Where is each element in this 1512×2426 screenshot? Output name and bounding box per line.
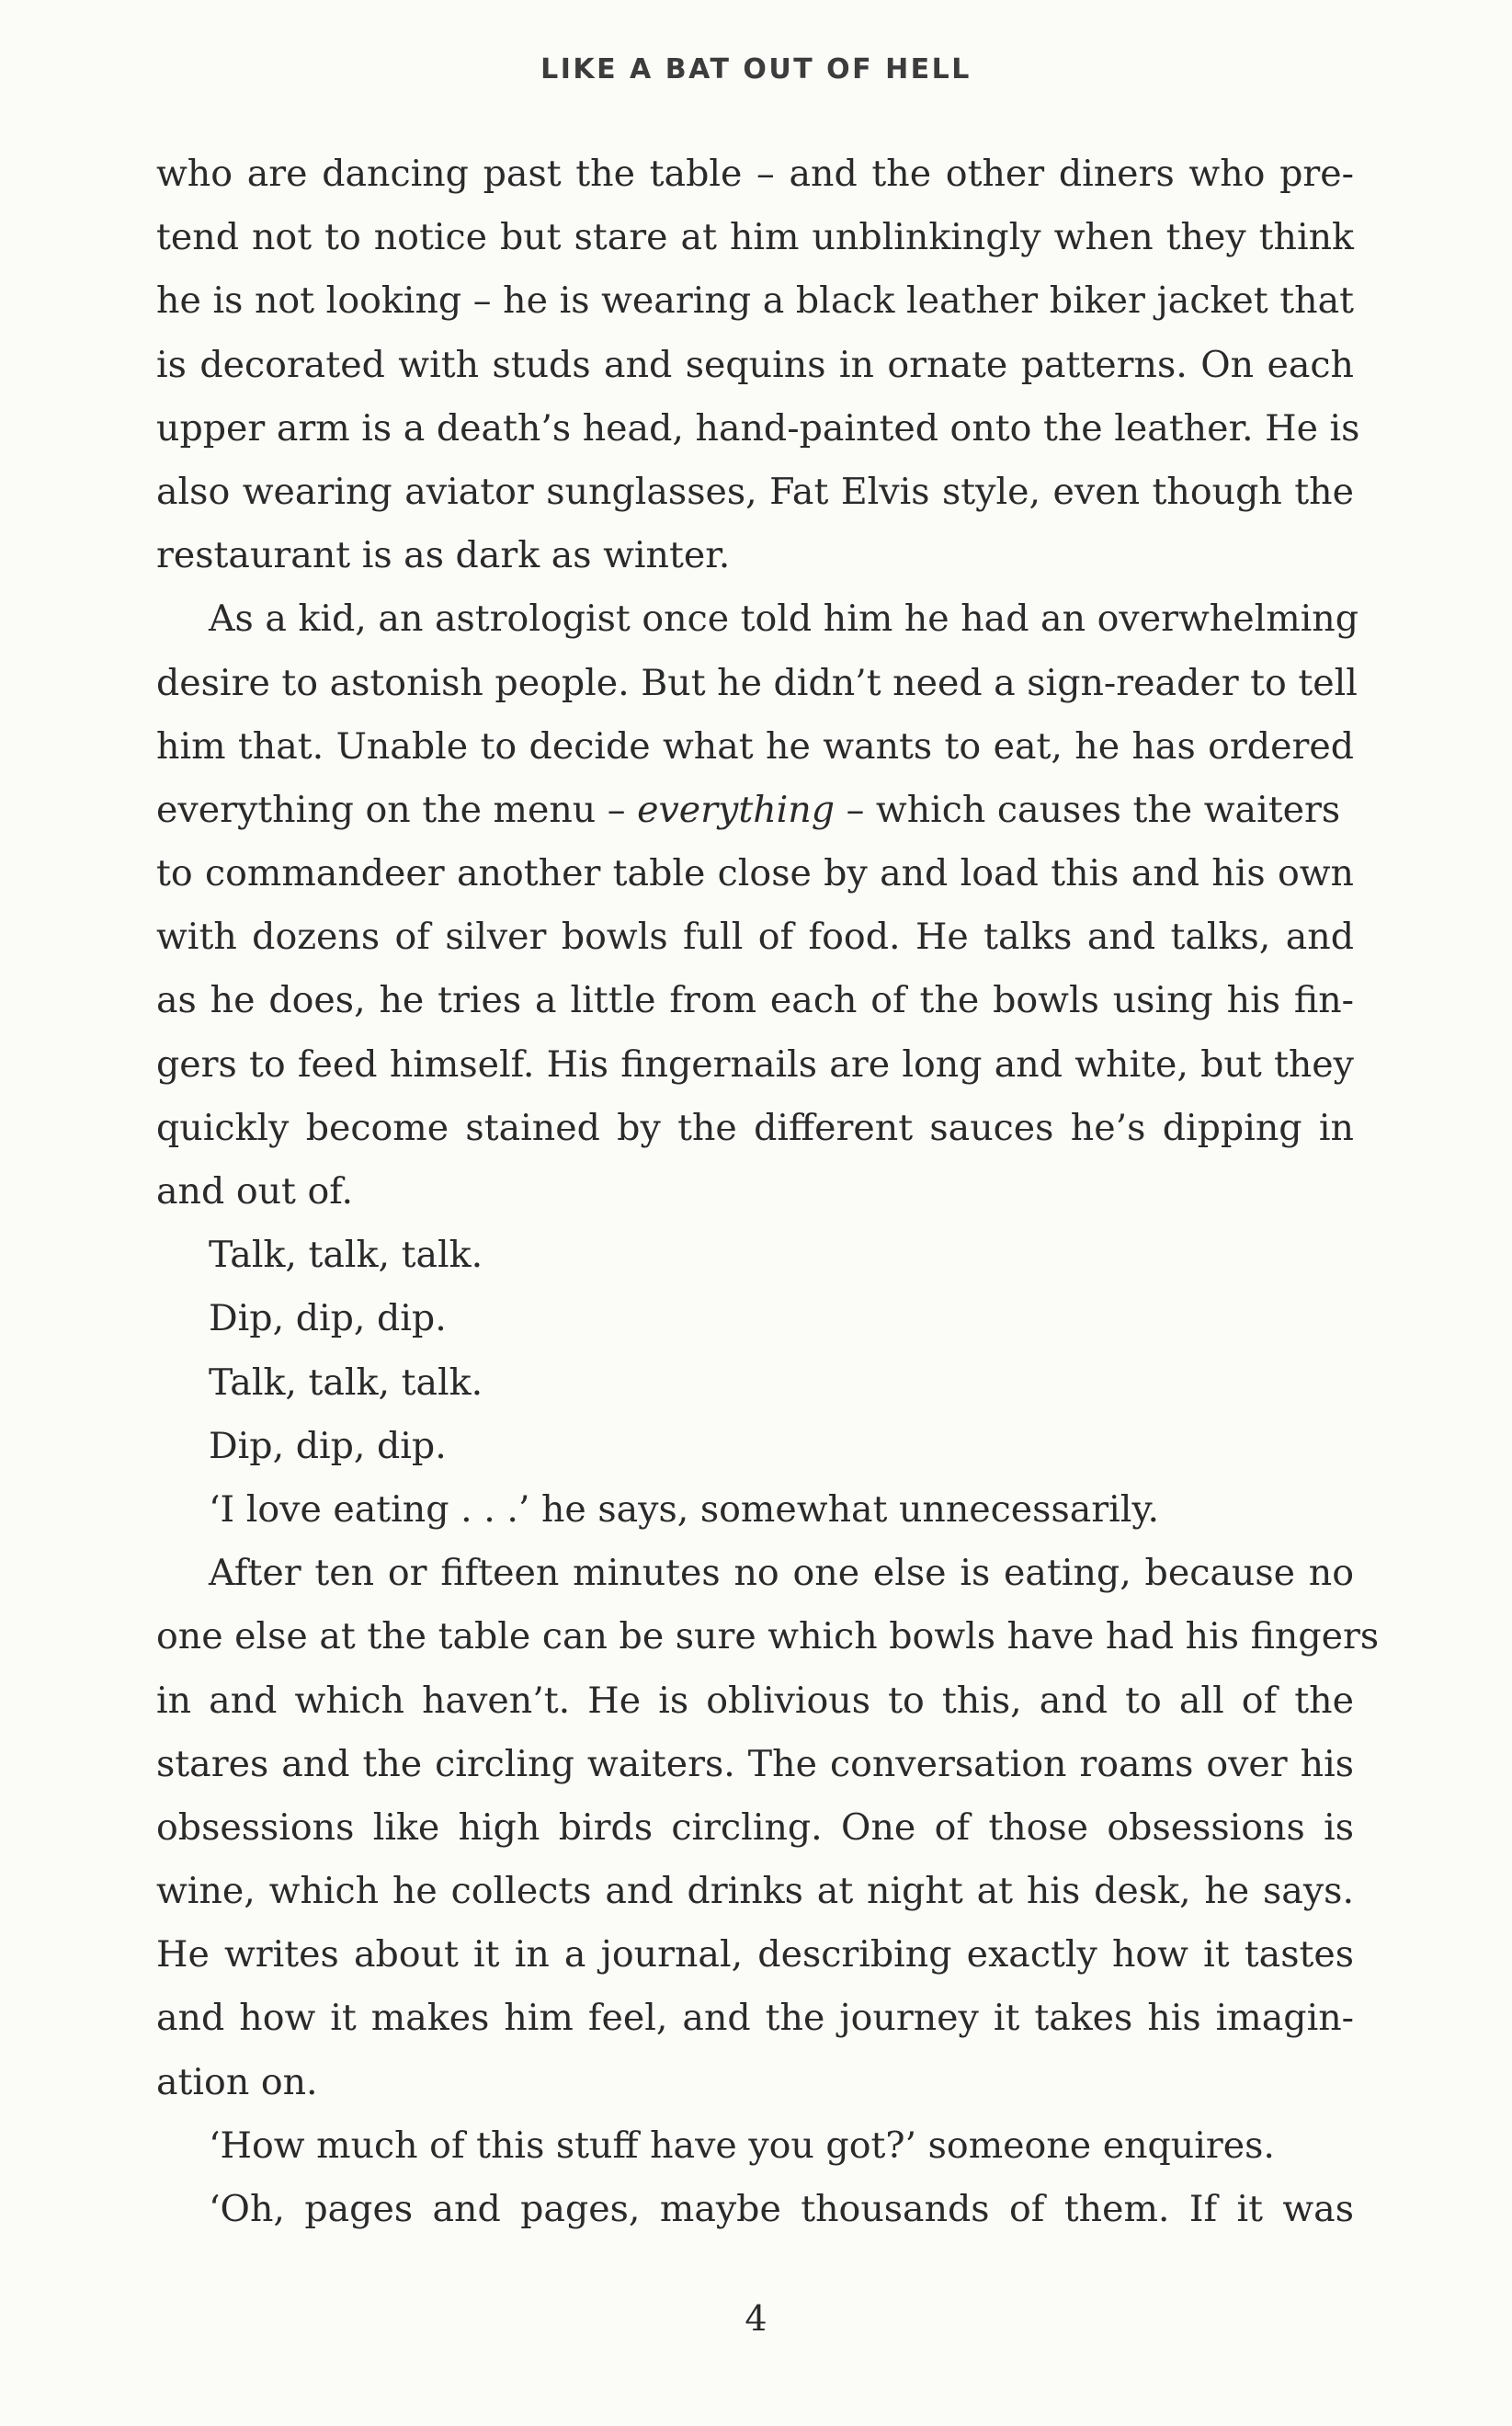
text-line: Talk, talk, talk. xyxy=(209,1234,483,1277)
text-line: ‘Oh, pages and pages, maybe thousands of them. If it was xyxy=(209,2188,1354,2230)
page-number: 4 xyxy=(745,2298,767,2339)
text-line: with dozens of silver bowls full of food. He talks and talks, and xyxy=(156,916,1354,959)
text-line: Dip, dip, dip. xyxy=(209,1297,447,1340)
text-line: Talk, talk, talk. xyxy=(209,1361,483,1404)
text-line: to commandeer another table close by and load this and his own xyxy=(156,852,1354,895)
text-line: he is not looking – he is wearing a black leather biker jacket that xyxy=(156,279,1354,323)
text-line: ‘How much of this stuff have you got?’ someone enquires. xyxy=(209,2124,1275,2167)
text-fragment: everything on the menu – xyxy=(156,788,626,831)
text-line: quickly become stained by the different sauces he’s dipping in xyxy=(156,1106,1354,1149)
text-line: also wearing aviator sunglasses, Fat Elvis style, even though the xyxy=(156,470,1354,513)
text-line: tend not to notice but stare at him unblinkingly when they think xyxy=(156,216,1354,259)
text-line: one else at the table can be sure which bowls have had his fingers xyxy=(156,1615,1380,1658)
text-line: in and which haven’t. He is oblivious to this, and to all of the xyxy=(156,1679,1354,1722)
text-line: wine, which he collects and drinks at night at his desk, he says. xyxy=(156,1870,1354,1913)
text-line: Dip, dip, dip. xyxy=(209,1424,447,1467)
text-line: ‘I love eating . . .’ he says, somewhat unnecessarily. xyxy=(209,1487,1160,1531)
text-line: obsessions like high birds circling. One of those obsessions is xyxy=(156,1805,1354,1849)
text-line: is decorated with studs and sequins in ornate patterns. On each xyxy=(156,343,1354,386)
text-line: him that. Unable to decide what he wants to eat, he has ordered xyxy=(156,724,1354,768)
text-fragment: – which causes the waiters xyxy=(846,788,1341,831)
text-line: gers to feed himself. His fingernails are long and white, but they xyxy=(156,1042,1354,1086)
text-line: desire to astonish people. But he didn’t need a sign-reader to tell xyxy=(156,661,1358,704)
body-text xyxy=(156,142,1380,2241)
text-line: stares and the circling waiters. The conversation roams over his xyxy=(156,1742,1354,1785)
text-line: upper arm is a death’s head, hand-painted onto the leather. He is xyxy=(156,406,1360,450)
text-line: ation on. xyxy=(156,2060,318,2103)
text-line: and how it makes him feel, and the journey it takes his imagin- xyxy=(156,1997,1354,2040)
text-line: as he does, he tries a little from each of the bowls using his fin- xyxy=(156,979,1354,1022)
text-line: As a kid, an astrologist once told him he had an overwhelming xyxy=(209,598,1359,641)
text-line: He writes about it in a journal, describing exactly how it tastes xyxy=(156,1933,1354,1976)
text-line: restaurant is as dark as winter. xyxy=(156,534,731,577)
running-head: LIKE A BAT OUT OF HELL xyxy=(540,53,972,85)
emphasis-text: everything xyxy=(637,788,836,831)
text-line: and out of. xyxy=(156,1170,354,1213)
text-line xyxy=(156,779,1354,842)
text-line: who are dancing past the table – and the other diners who pre- xyxy=(156,153,1354,195)
text-line: After ten or fifteen minutes no one else is eating, because no xyxy=(209,1552,1354,1595)
